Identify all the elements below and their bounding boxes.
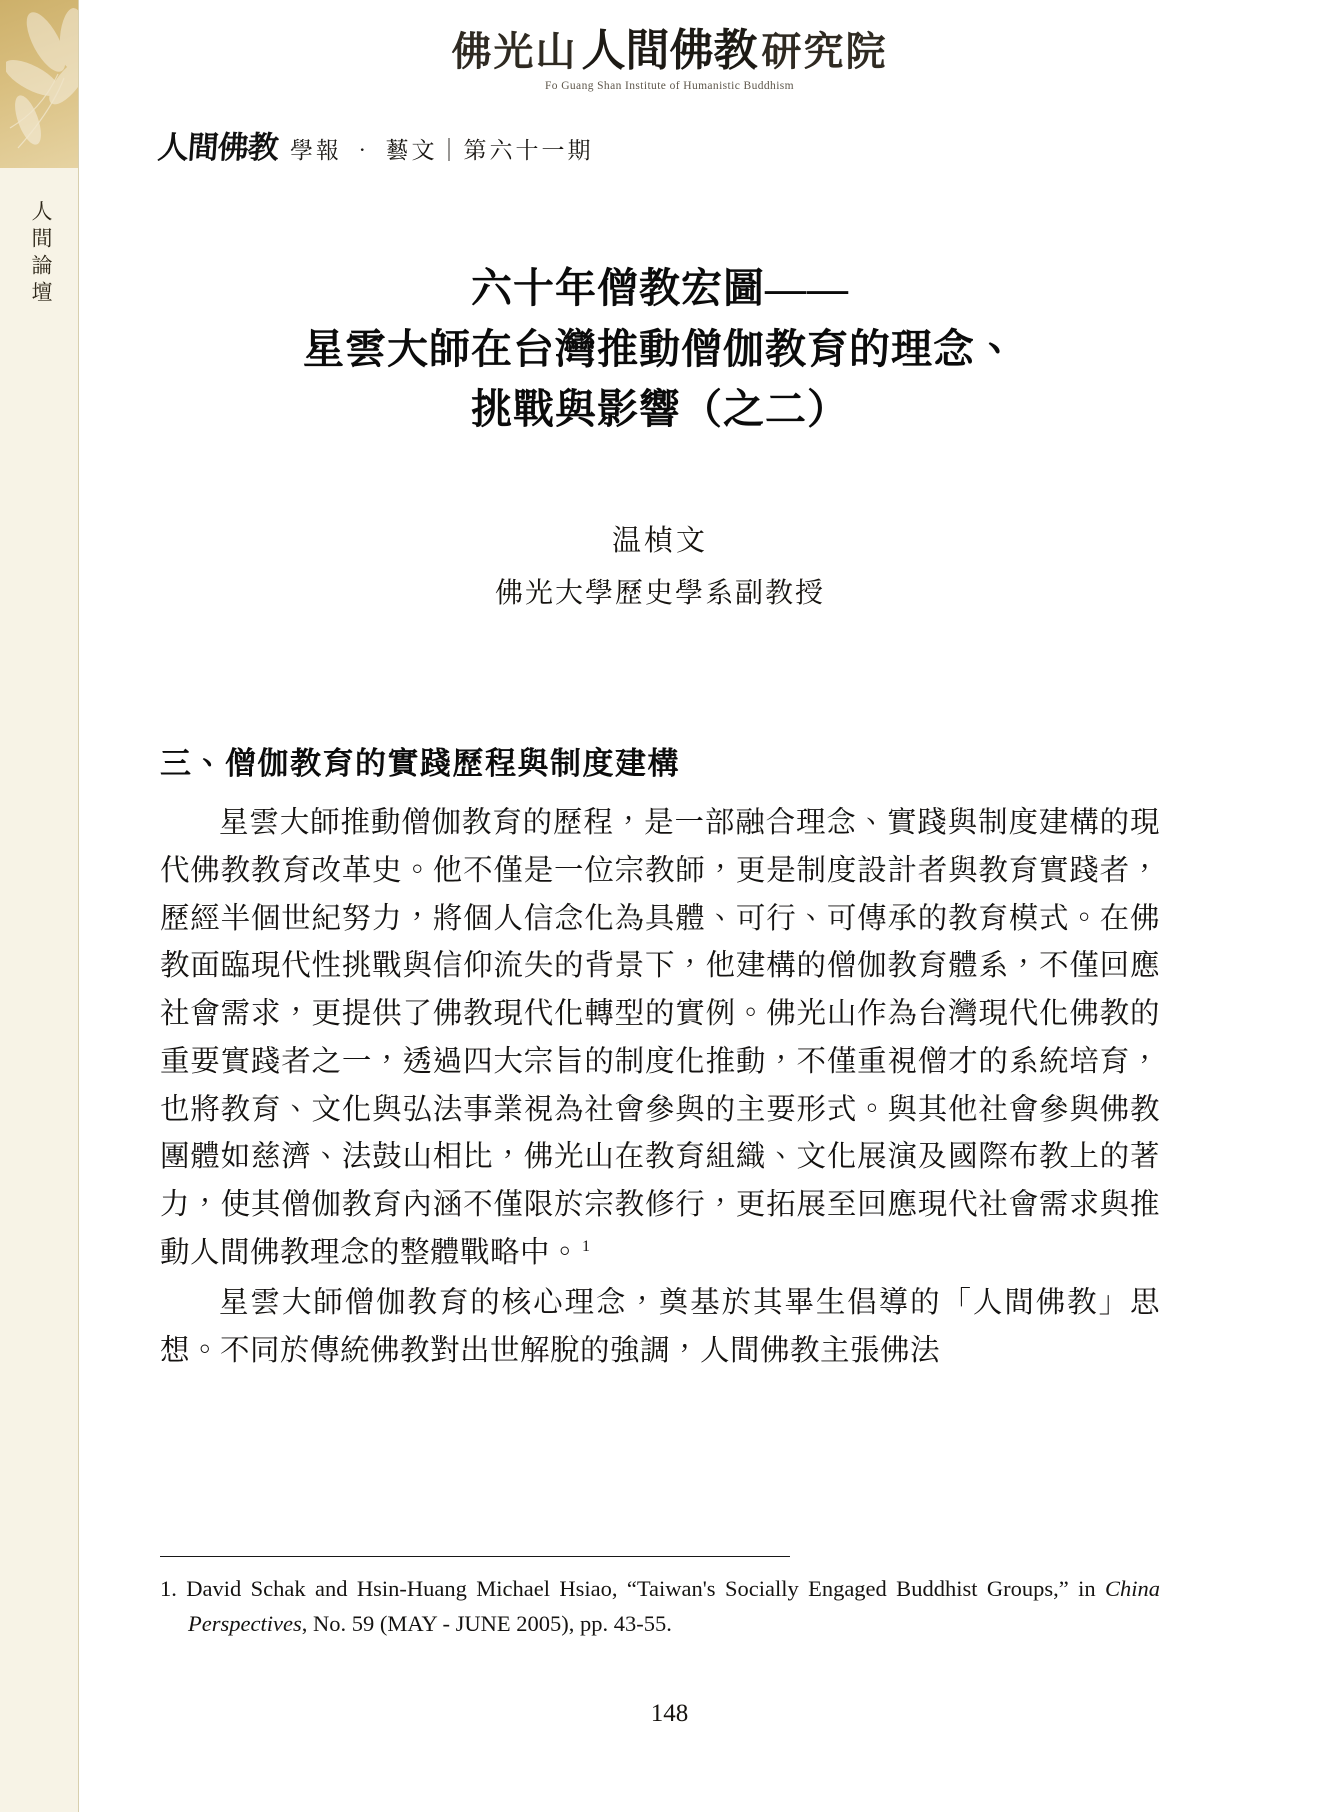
institute-title-mid: 人間佛教	[581, 26, 758, 75]
footnote-1	[160, 1572, 1160, 1642]
masthead	[0, 14, 1339, 92]
footnote-1-source: China Perspectives	[188, 1576, 1160, 1636]
journal-identifier	[158, 122, 594, 167]
paragraph-2: 星雲大師僧伽教育的核心理念，奠基於其畢生倡導的「人間佛教」思想。不同於傳統佛教對出世解脫的強調，人間佛教主張佛法	[160, 1286, 1160, 1367]
paragraph-1	[160, 800, 1160, 1278]
article-title-line-2: 星雲大師在台灣推動僧伽教育的理念、	[303, 325, 1017, 372]
article-body	[160, 800, 1160, 1377]
sidebar-vertical-label: 人間論壇	[29, 200, 53, 308]
article-title-line-1: 六十年僧教宏圖——	[471, 265, 849, 311]
institute-title-right: 研究院	[761, 29, 888, 74]
footnote-separator	[160, 1556, 790, 1557]
institute-title-left: 佛光山	[451, 29, 578, 74]
journal-logo: 人間佛教	[156, 130, 280, 165]
page-number: 148	[650, 1700, 689, 1727]
article-title	[140, 258, 1180, 440]
footnote-1-part1: 1. David Schak and Hsin-Huang Michael Hsiao, “Taiwan's Socially Engaged Buddhist Groups,” in	[160, 1576, 1105, 1601]
journal-issue-meta: 學報 ‧ 藝文｜第六十一期	[290, 138, 594, 163]
footnote-area	[160, 1572, 1160, 1642]
author-name: 温楨文	[611, 525, 708, 557]
section-heading: 三、僧伽教育的實踐歷程與制度建構	[160, 746, 680, 781]
author-affiliation: 佛光大學歷史學系副教授	[494, 578, 825, 609]
author-block	[140, 518, 1180, 611]
institute-title-en: Fo Guang Shan Institute of Humanistic Buddhism	[544, 80, 795, 92]
footnote-marker-1[interactable]: 1	[582, 1238, 591, 1256]
left-decorative-band	[0, 0, 79, 1812]
footnote-1-part2: , No. 59 (MAY - JUNE 2005), pp. 43-55.	[301, 1610, 672, 1636]
paragraph-1-text: 星雲大師推動僧伽教育的歷程，是一部融合理念、實踐與制度建構的現代佛教教育改革史。他不僅是一位宗教師，更是制度設計者與教育實踐者，歷經半個世紀努力，將個人信念化為具體、可行、可傳承的教育模式。在佛教面臨現代性挑戰與信仰流失的背景下，他建構的僧伽教育體系，不僅回應社會需求，更提供了佛教現代化轉型的實例。佛光山作為台灣現代化佛教的重要實踐者之一，透過四大宗旨的制度化推動，不僅重視僧才的系統培育，也將教育、文化與弘法事業視為社會參與的主要形式。與其他社會參與佛教團體如慈濟、法鼓山相比，佛光山在教育組織、文化展演及國際布教上的著力，使其僧伽教育內涵不僅限於宗教修行，更拓展至回應現代社會需求與推動人間佛教理念的整體戰略中。	[160, 807, 1160, 1270]
institute-title-cn	[0, 14, 1339, 78]
article-title-line-3: 挑戰與影響（之二）	[471, 386, 849, 433]
